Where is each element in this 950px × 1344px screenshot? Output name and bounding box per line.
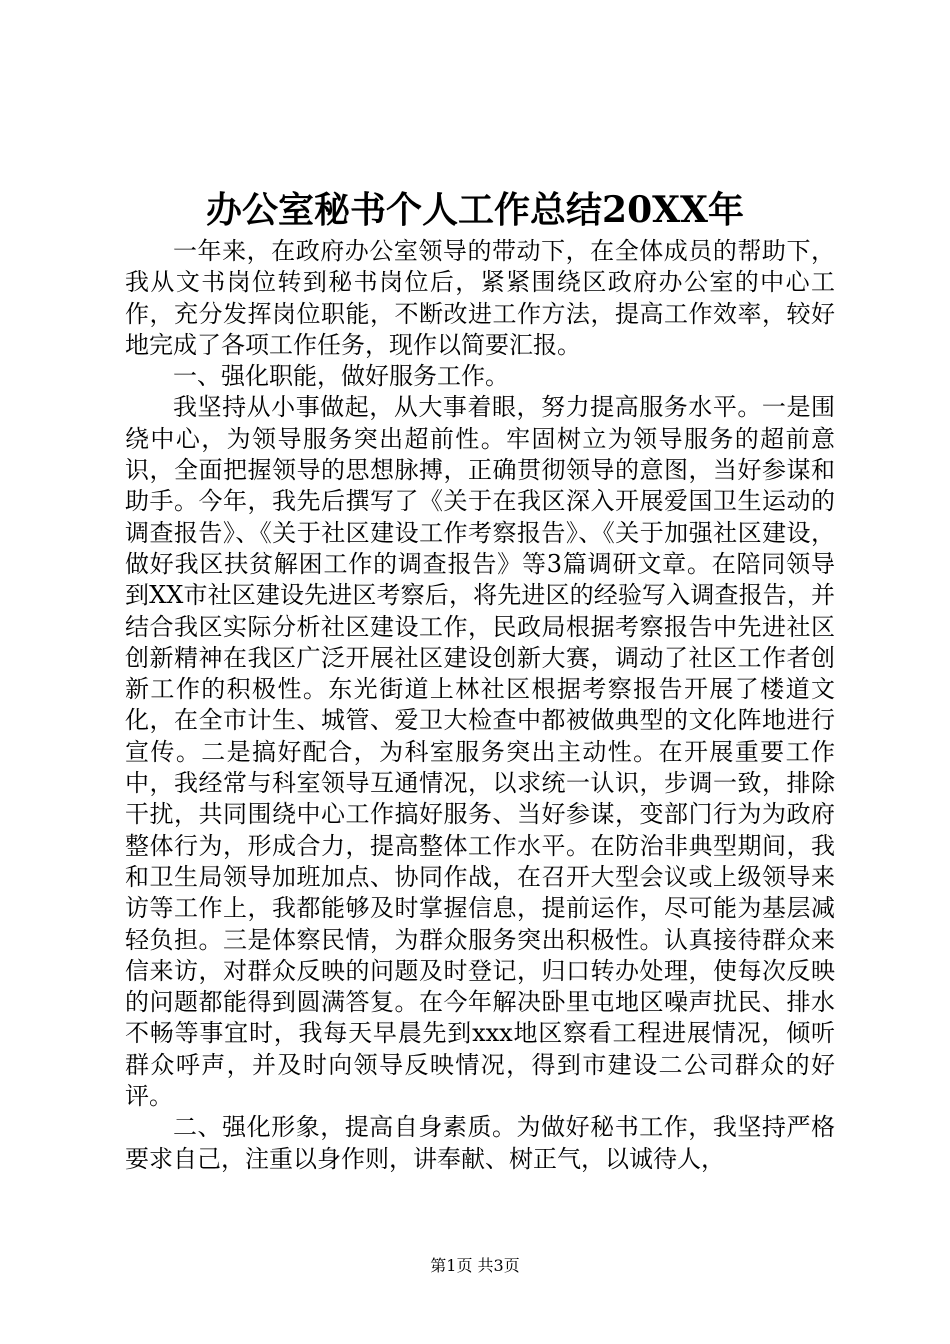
section-1-paragraph: 我坚持从小事做起，从大事着眼，努力提高服务水平。一是围绕中心，为领导服务突出超前性。牢固树立为领导服务的超前意识，全面把握领导的思想脉搏，正确贯彻领导的意图，当好参谋和助手。今年，我先后撰写了《关于在我区深入开展爱国卫生运动的调查报告》、《关于社区建设工作考察报告》、《关于加强社区建设，做好我区扶贫解困工作的调查报告》等3篇调研文章。在陪同领导到XX市社区建设先进区考察后，将先进区的经验写入调查报告，并结合我区实际分析社区建设工作，民政局根据考察报告中先进社区创新精神在我区广泛开展社区建设创新大赛，调动了社区工作者创新工作的积极性。东光街道上林社区根据考察报告开展了楼道文化，在全市计生、城管、爱卫大检查中都被做典型的文化阵地进行宣传。二是搞好配合，为科室服务突出主动性。在开展重要工作中，我经常与科室领导互通情况，以求统一认识，步调一致，排除干扰，共同围绕中心工作搞好服务、当好参谋，变部门行为为政府整体行为，形成合力，提高整体工作水平。在防治非典型期间，我和卫生局领导加班加点、协同作战，在召开大型会议或上级领导来访等工作上，我都能够及时掌握信息，提前运作，尽可能为基层减轻负担。三是体察民情，为群众服务突出积极性。认真接待群众来信来访，对群众反映的问题及时登记，归口转办处理，使每次反映的问题都能得到圆满答复。在今年解决卧里屯地区噪声扰民、排水不畅等事宜时，我每天早晨先到xxx地区察看工程进展情况，倾听群众呼声，并及时向领导反映情况，得到市建设二公司群众的好评。 xyxy=(125,393,835,1111)
page-number-footer: 第1页 共3页 xyxy=(430,1256,520,1275)
document-title: 办公室秘书个人工作总结20XX年 xyxy=(206,189,744,231)
section-heading-1: 一、强化职能，做好服务工作。 xyxy=(173,362,509,391)
intro-paragraph: 一年来，在政府办公室领导的带动下，在全体成员的帮助下，我从文书岗位转到秘书岗位后，紧紧围绕区政府办公室的中心工作，充分发挥岗位职能，不断改进工作方法，提高工作效率，较好地完成了各项工作任务，现作以简要汇报。 xyxy=(125,237,835,359)
document-body xyxy=(125,236,835,1175)
section-2-paragraph: 二、强化形象，提高自身素质。为做好秘书工作，我坚持严格要求自己，注重以身作则，讲奉献、树正气，以诚待人， xyxy=(125,1113,835,1173)
